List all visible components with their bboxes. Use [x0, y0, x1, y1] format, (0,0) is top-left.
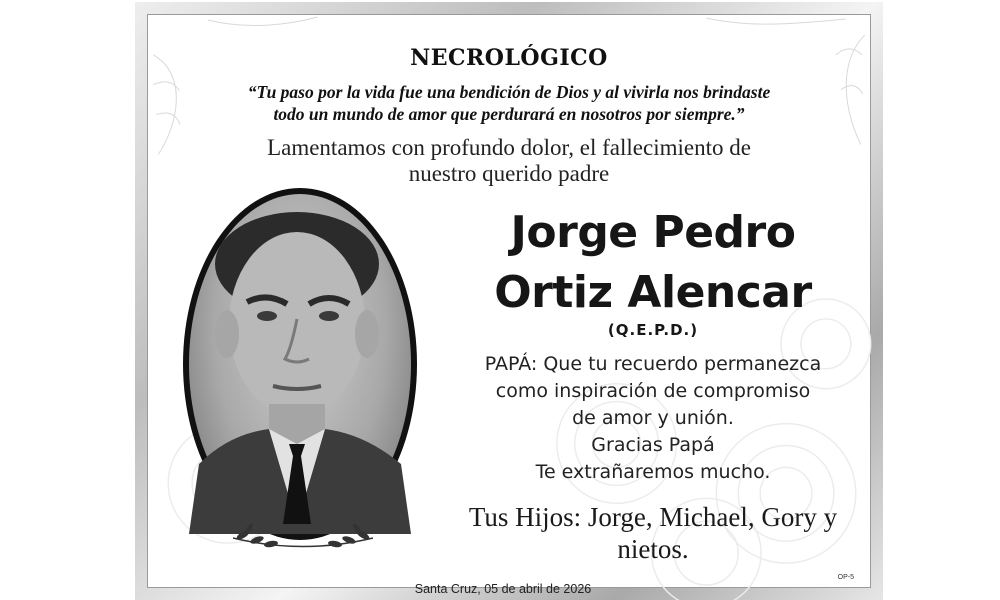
place-date: Santa Cruz, 05 de abril de 2026: [414, 582, 592, 596]
tribute-line: Gracias Papá: [591, 434, 715, 456]
qepd-label: (Q.E.P.D.): [607, 321, 699, 339]
obituary-panel: [147, 14, 871, 596]
tribute-line: PAPÁ: Que tu recuerdo permanezca: [484, 353, 822, 375]
obituary-card: [135, 2, 883, 600]
memorial-quote: [188, 81, 830, 125]
signature-line: nietos.: [617, 534, 689, 564]
tribute-line: Te extrañaremos mucho.: [535, 461, 771, 483]
family-signature: [433, 501, 873, 565]
portrait-frame: [183, 188, 417, 540]
announcement-text: [178, 135, 840, 187]
deceased-name-first: Jorge Pedro: [510, 207, 796, 258]
quote-line: todo un mundo de amor que perdurará en nosotros por siempre.”: [273, 104, 745, 124]
tribute-line: como inspiración de compromiso: [495, 380, 811, 402]
signature-line: Tus Hijos: Jorge, Michael, Gory y: [468, 502, 838, 532]
announcement-line: nuestro querido padre: [408, 161, 610, 186]
tribute-line: de amor y unión.: [572, 407, 734, 429]
announcement-line: Lamentamos con profundo dolor, el fallecimiento de: [267, 135, 751, 160]
portrait-photo: [189, 194, 411, 534]
portrait-figure: [189, 194, 411, 534]
obituary-heading: NECROLÓGICO: [410, 45, 608, 71]
laurel-decoration: [223, 513, 383, 553]
deceased-name-last: Ortiz Alencar: [494, 267, 812, 318]
ad-code: OP-5: [837, 574, 854, 581]
tribute-message: [443, 351, 863, 486]
quote-line: “Tu paso por la vida fue una bendición de Dios y al vivirla nos brindaste: [247, 82, 771, 102]
